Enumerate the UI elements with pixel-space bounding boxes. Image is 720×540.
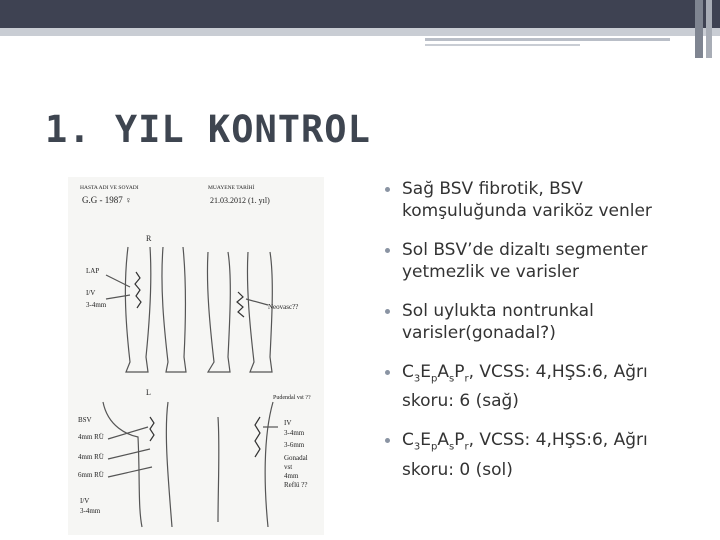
name-label: HASTA ADI VE SOYADI [80, 185, 139, 191]
right-decor-bar [695, 0, 703, 58]
note-right-5: 4mm [284, 472, 299, 480]
note-bsv-1: 4mm RÜ [78, 433, 104, 441]
vein-mark [150, 417, 154, 441]
note-lap: LAP [86, 267, 100, 275]
arrow [108, 449, 150, 459]
bullet-rest: , VCSS: 4,HŞS:6, Ağrı skoru: 6 (sağ) [402, 362, 648, 412]
note-right-3: Gonadal [284, 454, 308, 462]
top-decor-line-2 [425, 44, 580, 46]
bullet-dot [385, 309, 390, 314]
ceap-a-sub: s [449, 441, 455, 453]
bullet-dot [385, 438, 390, 443]
note-pudendal: Pudendal vst ?? [273, 395, 311, 401]
note-right-2: 3-6mm [284, 441, 305, 449]
note-right-6: Reflü ?? [284, 481, 308, 489]
leg-outline [218, 417, 219, 522]
note-right-4: vst [284, 463, 293, 471]
note-neovasc: Neovasc?? [268, 303, 299, 311]
ceap-c-sub: 3 [413, 373, 421, 385]
bullet-list [380, 178, 690, 498]
bullet-item [380, 300, 690, 344]
ceap-a-sub: s [449, 373, 455, 385]
bullet-text: Sol BSV’de dizaltı segmenter yetmezlik ve varisler [402, 240, 648, 282]
view-l-label: L [146, 388, 151, 397]
bullet-text [402, 362, 648, 411]
ceap-c: C [402, 362, 414, 382]
top-decor-bar [0, 0, 720, 28]
vein-mark [135, 272, 141, 308]
leg-outline [265, 402, 273, 527]
bullet-text: Sol uylukta nontrunkal varisler(gonadal?) [402, 301, 594, 343]
leg-outline [103, 402, 142, 527]
note-iv-top: I/V [86, 289, 96, 297]
ceap-e: E [420, 430, 431, 451]
note-bsv-2: 4mm RÜ [78, 453, 104, 461]
ceap-p: P [454, 430, 465, 451]
date-label: MUAYENE TARİHİ [208, 185, 255, 191]
leg-outline [247, 252, 272, 372]
ceap-p-sub: r [464, 441, 469, 453]
note-iv-right: IV [284, 419, 292, 427]
ceap-p: P [454, 362, 465, 382]
venous-mapping-sketch [68, 177, 324, 535]
leg-outline [162, 247, 186, 372]
bullet-item [380, 429, 690, 480]
arrow [108, 427, 148, 439]
bullet-text [402, 430, 648, 479]
bullet-dot [385, 187, 390, 192]
name-value: G.G - 1987 ♀ [82, 195, 132, 205]
note-bsv: BSV [78, 416, 92, 424]
bullet-item [380, 178, 690, 222]
note-bsv-3: 6mm RÜ [78, 471, 104, 479]
view-r-label: R [146, 234, 152, 243]
leg-outline [166, 402, 172, 527]
note-iv-bottom-size: 3-4mm [80, 507, 101, 515]
ceap-p-sub: r [464, 373, 469, 385]
top-decor-band [0, 28, 720, 36]
bullet-item [380, 239, 690, 283]
bullet-item [380, 361, 690, 412]
ceap-e-sub: p [431, 441, 438, 453]
leg-outline [125, 247, 150, 372]
ceap-e-sub: p [431, 373, 438, 385]
date-value: 21.03.2012 (1. yıl) [210, 196, 270, 205]
ceap-e: E [420, 362, 431, 382]
top-decor-line [425, 38, 670, 41]
arrow [108, 467, 152, 477]
arrow [106, 275, 130, 287]
ceap-a: A [437, 430, 449, 451]
note-right-1: 3-4mm [284, 429, 305, 437]
bullet-dot [385, 370, 390, 375]
bullet-rest: , VCSS: 4,HŞS:6, Ağrı skoru: 0 (sol) [402, 430, 648, 480]
ceap-c-sub: 3 [413, 441, 421, 453]
note-iv-top-size: 3-4mm [86, 301, 107, 309]
slide-title: 1. YIL KONTROL [45, 108, 371, 151]
leg-outline [207, 252, 230, 372]
bullet-text: Sağ BSV fibrotik, BSV komşuluğunda variköz venler [402, 179, 652, 221]
ceap-a: A [437, 362, 449, 382]
ceap-c: C [402, 430, 414, 451]
vein-mark [237, 292, 244, 317]
right-decor-bar-2 [706, 0, 712, 58]
arrow [106, 295, 130, 299]
leg-diagram [68, 177, 324, 535]
note-iv-bottom: I/V [80, 497, 90, 505]
vein-mark [255, 417, 260, 457]
bullet-dot [385, 248, 390, 253]
